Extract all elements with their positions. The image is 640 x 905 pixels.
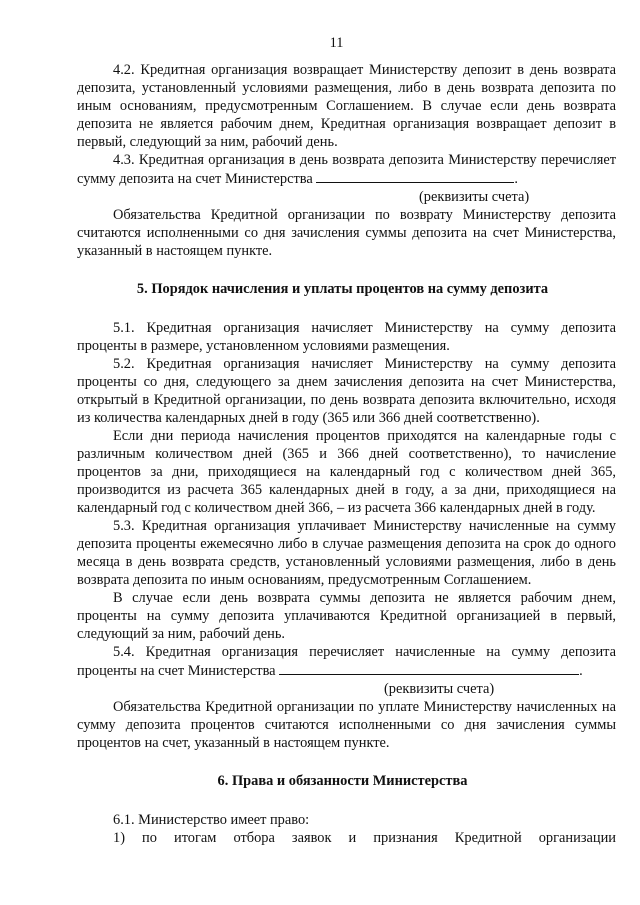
- paragraph-obligations-4: Обязательства Кредитной организации по возврату Министерству депозита считаются исполненными со дня зачисления суммы депозита на счет Министерства, указанный в настоящем пункте.: [77, 207, 616, 259]
- paragraph-5-2b: Если дни периода начисления процентов приходятся на календарные годы с различным количеством дней (365 и 366 дней соответственно), то начисление процентов за дни, приходящиеся на календарный год с количеством дней 365, производится из расчета 365 календарных дней в году, а за дни, приходящиеся на календарный год с количеством дней 366, – из расчета 366 календарных дней в году.: [77, 428, 616, 516]
- paragraph-4-3-text: 4.3. Кредитная организация в день возврата депозита Министерству перечисляет сумму депозита на счет Министерства: [77, 152, 616, 187]
- account-details-blank-5-4[interactable]: [279, 661, 579, 675]
- section-heading-6: 6. Права и обязанности Министерства: [217, 773, 468, 789]
- paragraph-5-4-text: 5.4. Кредитная организация перечисляет начисленные на сумму депозита проценты на счет Министерства: [77, 644, 616, 679]
- paragraph-5-4: [77, 643, 616, 680]
- account-details-blank-4-3[interactable]: [316, 169, 514, 183]
- account-details-caption-5-4: (реквизиты счета): [384, 681, 495, 697]
- paragraph-5-3: 5.3. Кредитная организация уплачивает Министерству начисленные на сумму депозита проценты ежемесячно либо в случае размещения депозита на срок до одного месяца в день возврата средств, установленный условиями размещения, либо в день возврата депозита по иным основаниям, предусмотренным Соглашением.: [77, 518, 616, 588]
- paragraph-6-1: 6.1. Министерство имеет право:: [113, 812, 310, 828]
- paragraph-6-1-1: 1) по итогам отбора заявок и признания Кредитной организации: [113, 830, 616, 846]
- paragraph-4-3-end: .: [514, 171, 518, 187]
- section-heading-5: 5. Порядок начисления и уплаты процентов на сумму депозита: [136, 281, 549, 297]
- paragraph-4-3: [77, 151, 616, 188]
- paragraph-obligations-5: Обязательства Кредитной организации по уплате Министерству начисленных на сумму депозита процентов считаются исполненными со дня зачисления суммы процентов на счет, указанный в настоящем пункте.: [77, 699, 616, 751]
- paragraph-5-1: 5.1. Кредитная организация начисляет Министерству на сумму депозита проценты в размере, установленном условиями размещения.: [77, 320, 616, 354]
- paragraph-4-2: 4.2. Кредитная организация возвращает Министерству депозит в день возврата депозита, установленный условиями размещения, либо в день возврата депозита по иным основаниям, предусмотренным Соглашением. В случае если день возврата депозита не является рабочим днем, Кредитная организация возвращает депозит в первый, следующий за ним, рабочий день.: [77, 62, 616, 150]
- paragraph-5-3b: В случае если день возврата суммы депозита не является рабочим днем, проценты на сумму депозита уплачиваются Кредитной организацией в первый, следующий за ним, рабочий день.: [77, 590, 616, 642]
- page-number: 11: [329, 35, 344, 51]
- paragraph-5-4-end: .: [579, 663, 583, 679]
- paragraph-5-2: 5.2. Кредитная организация начисляет Министерству на сумму депозита проценты со дня, следующего за днем зачисления депозита на счет Министерства, открытый в Кредитной организации, по день возврата депозита включительно, исходя из количества календарных дней в году (365 или 366 дней соответственно).: [77, 356, 616, 426]
- account-details-caption-4-3: (реквизиты счета): [419, 189, 530, 205]
